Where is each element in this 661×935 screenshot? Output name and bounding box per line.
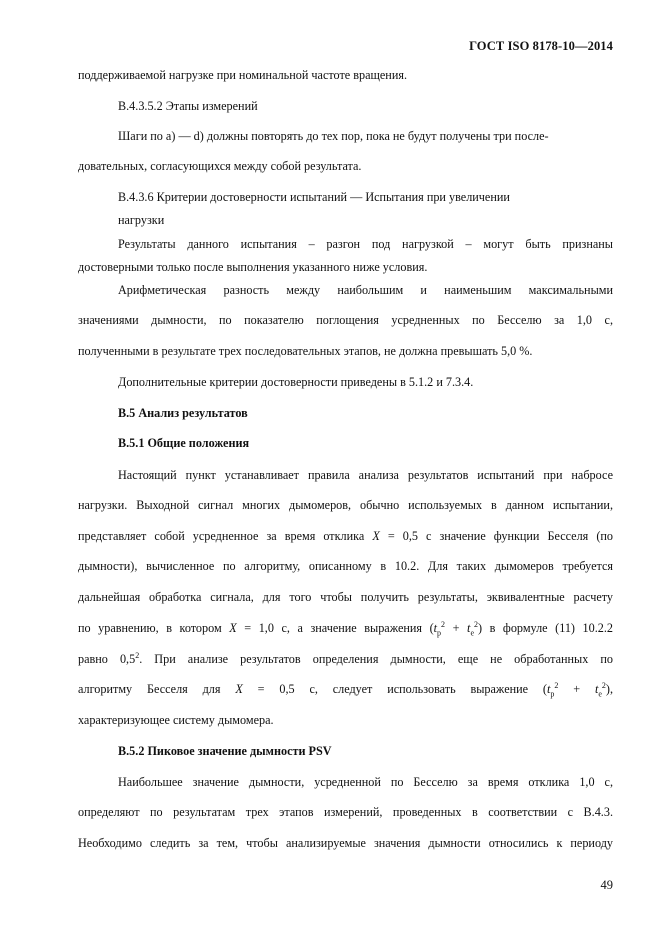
text-line: дальнейшая обработка сигнала, для того чтобы получить результаты, эквивалентные расчету — [78, 590, 613, 604]
subscript: p — [437, 628, 442, 638]
text-span: = 1,0 с, а значение выражения ( — [236, 621, 434, 635]
subsection-heading: B.4.3.5.2 Этапы измерений — [118, 99, 258, 113]
subscript: e — [598, 689, 602, 699]
text-span: + — [445, 621, 468, 635]
text-line: Шаги по а) — d) должны повторять до тех пор, пока не будут получены три после- — [118, 129, 549, 143]
text-span: равно 0,5 — [78, 652, 136, 666]
superscript: 2 — [601, 680, 606, 690]
variable-t: t — [467, 621, 471, 635]
text-line: Необходимо следить за тем, чтобы анализируемые значения дымности относились к периоду — [78, 836, 613, 850]
text-line: характеризующее систему дымомера. — [78, 713, 274, 727]
document-header: ГОСТ ISO 8178-10—2014 — [469, 39, 613, 53]
superscript: 2 — [441, 619, 446, 629]
subscript: p — [550, 689, 555, 699]
text-span: . При анализе результатов определения дымности, еще не обработанных по — [139, 652, 614, 666]
text-line: полученными в результате трех последовательных этапов, не должна превышать 5,0 %. — [78, 344, 533, 358]
superscript: 2 — [135, 650, 140, 660]
text-line: значениями дымности, по показателю поглощения усредненных по Бесселю за 1,0 с, — [78, 313, 613, 327]
text-line: нагрузки. Выходной сигнал многих дымомеров, обычно используемых в данном испытании, — [78, 498, 613, 512]
text-span: представляет собой усредненное за время отклика — [78, 529, 373, 543]
section-heading: B.5.2 Пиковое значение дымности PSV — [118, 744, 332, 758]
subsection-heading-cont: нагрузки — [118, 213, 165, 227]
text-line: Дополнительные критерии достоверности приведены в 5.1.2 и 7.3.4. — [118, 375, 474, 389]
text-line: поддерживаемой нагрузке при номинальной частоте вращения. — [78, 68, 407, 82]
text-line: определяют по результатам трех этапов измерений, проведенных в соответствии с B.4.3. — [78, 805, 613, 819]
variable-x: X — [229, 621, 237, 635]
text-line: Настоящий пункт устанавливает правила анализа результатов испытаний при набросе — [118, 468, 613, 482]
subsection-heading: B.4.3.6 Критерии достоверности испытаний — Испытания при увеличении — [118, 190, 510, 204]
text-span: + — [558, 682, 595, 696]
text-span: ), — [605, 682, 613, 696]
text-line: достоверными только после выполнения указанного ниже условия. — [78, 260, 428, 274]
variable-x: X — [372, 529, 380, 543]
variable-t: t — [594, 682, 599, 696]
text-line: довательных, согласующихся между собой результата. — [78, 159, 362, 173]
superscript: 2 — [554, 680, 559, 690]
subscript: e — [470, 628, 474, 638]
text-line — [78, 620, 613, 636]
text-span: = 0,5 с, следует использовать выражение ( — [242, 682, 547, 696]
text-line: Арифметическая разность между наибольшим и наименьшим максимальными — [118, 283, 613, 297]
text-line — [78, 681, 613, 697]
section-heading: B.5 Анализ результатов — [118, 406, 248, 420]
text-line — [78, 651, 613, 667]
variable-t: t — [546, 682, 551, 696]
text-span: = 0,5 с значение функции Бесселя (по — [379, 529, 613, 543]
text-span: алгоритму Бесселя для — [78, 682, 236, 696]
text-line: Результаты данного испытания – разгон под нагрузкой – могут быть признаны — [118, 237, 613, 251]
text-line: Наибольшее значение дымности, усредненной по Бесселю за время отклика 1,0 с, — [118, 775, 613, 789]
text-span: по уравнению, в котором — [78, 621, 230, 635]
text-span: ) в формуле (11) 10.2.2 — [478, 621, 614, 635]
section-heading: B.5.1 Общие положения — [118, 436, 250, 450]
text-line — [78, 528, 613, 544]
variable-t: t — [433, 621, 438, 635]
page-number: 49 — [600, 878, 613, 892]
variable-x: X — [235, 682, 243, 696]
superscript: 2 — [474, 619, 478, 629]
text-line: дымности), вычисленное по алгоритму, описанному в 10.2. Для таких дымомеров требуется — [78, 559, 613, 573]
